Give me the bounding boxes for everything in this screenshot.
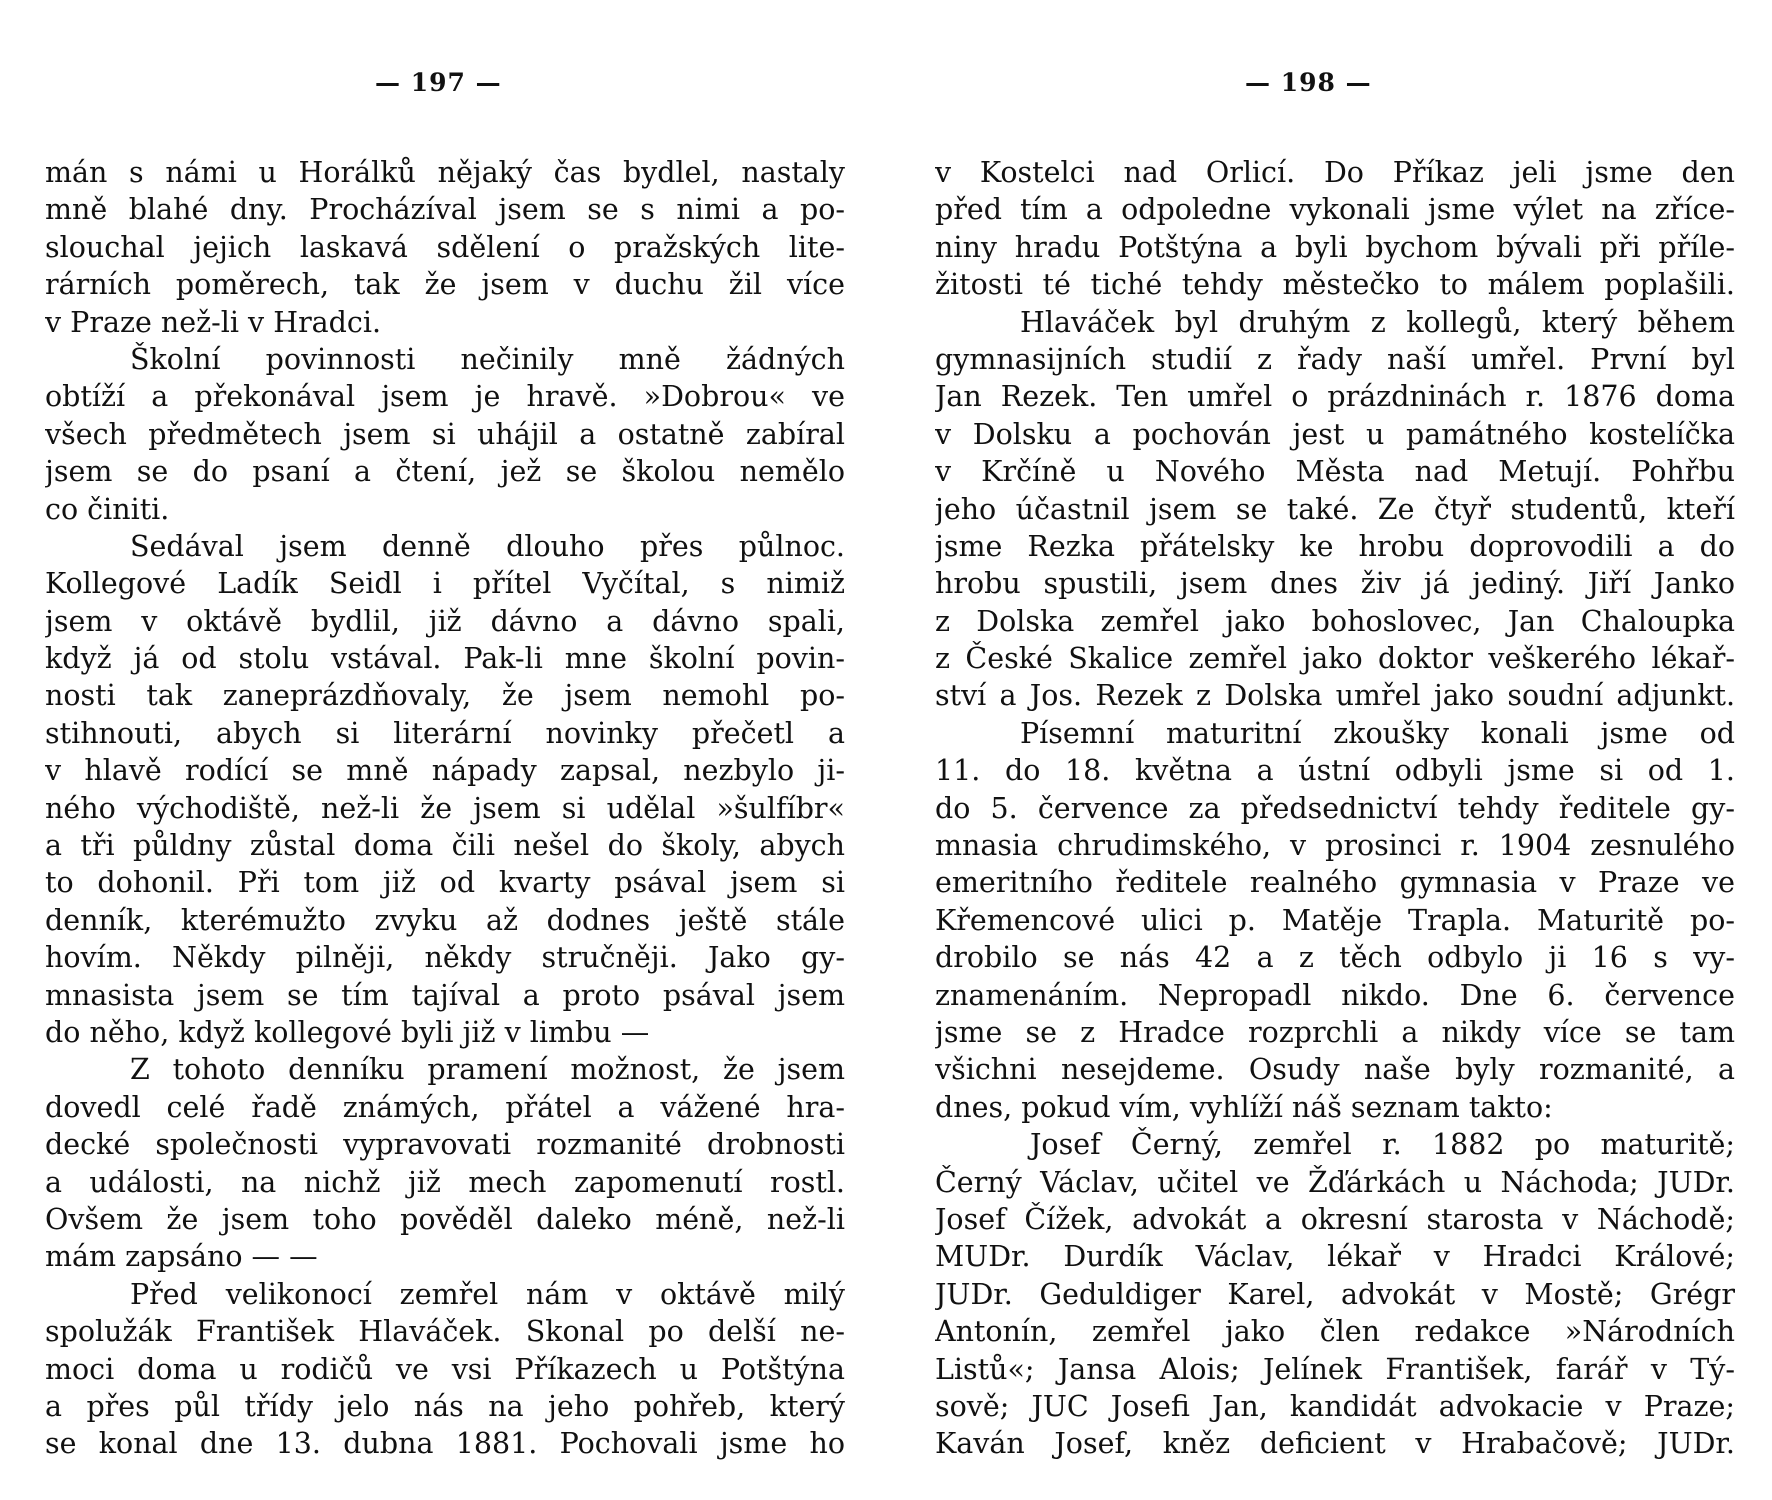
right-page-text (935, 154, 1735, 1463)
text-line: jsme Rezka přátelsky ke hrobu doprovodili a do (935, 529, 1735, 563)
text-line: z Dolska zemřel jako bohoslovec, Jan Chaloupka (935, 604, 1735, 638)
text-line: 11. do 18. května a ústní odbyli jsme si od 1. (935, 754, 1735, 788)
text-line: niny hradu Potštýna a byli bychom bývali při příle- (935, 230, 1735, 264)
text-line: do 5. července za předsednictví tehdy ředitele gy- (935, 791, 1735, 825)
text-line: Josef Čížek, advokát a okresní starosta v Náchodě; (935, 1202, 1735, 1236)
text-line: z České Skalice zemřel jako doktor veškerého lékař- (935, 642, 1735, 676)
text-line: a události, na nichž již mech zapomenutí rostl. (45, 1165, 845, 1199)
text-line: před tím a odpoledne vykonali jsme výlet na zříce- (935, 193, 1735, 227)
text-line: Před velikonocí zemřel nám v oktávě milý (130, 1277, 845, 1311)
text-line: Ovšem že jsem toho pověděl daleko méně, než-li (45, 1202, 845, 1236)
text-line: žitosti té tiché tehdy městečko to málem poplašili. (935, 268, 1735, 302)
text-line: co činiti. (45, 492, 170, 526)
text-line: všech předmětech jsem si uhájil a ostatně zabíral (45, 417, 845, 451)
text-line: dovedl celé řadě známých, přátel a vážené hra- (45, 1090, 845, 1124)
text-line: jsme se z Hradce rozprchli a nikdy více se tam (935, 1015, 1735, 1049)
text-line: Černý Václav, učitel ve Žďárkách u Náchoda; JUDr. (935, 1165, 1735, 1199)
text-line: slouchal jejich laskavá sdělení o pražských lite- (45, 230, 845, 264)
text-line: moci doma u rodičů ve vsi Příkazech u Potštýna (45, 1352, 845, 1386)
text-line: spolužák František Hlaváček. Skonal po delší ne- (45, 1315, 845, 1349)
text-line: decké společnosti vypravovati rozmanité drobnosti (45, 1128, 845, 1162)
text-line: do něho, když kollegové byli již v limbu — (45, 1015, 650, 1049)
text-line: Listů«; Jansa Alois; Jelínek František, farář v Tý- (935, 1352, 1735, 1386)
text-line: ství a Jos. Rezek z Dolska umřel jako soudní adjunkt. (935, 679, 1735, 713)
text-line: Kaván Josef, kněz deficient v Hrabačově; JUDr. (935, 1427, 1735, 1461)
text-line: Antonín, zemřel jako člen redakce »Národních (935, 1315, 1735, 1349)
text-line: v Kostelci nad Orlicí. Do Příkaz jeli jsme den (935, 156, 1735, 189)
text-line: stihnouti, abych si literární novinky přečetl a (45, 716, 845, 750)
text-line: a přes půl třídy jelo nás na jeho pohřeb, který (45, 1389, 845, 1423)
left-page (45, 0, 845, 1500)
text-line: drobilo se nás 42 a z těch odbylo ji 16 s vy- (935, 941, 1735, 975)
text-line: v hlavě rodící se mně nápady zapsal, nezbylo ji- (45, 754, 845, 788)
text-line: jsem v oktávě bydlil, již dávno a dávno spali, (45, 604, 845, 638)
text-line: sově; JUC Josefi Jan, kandidát advokacie v Praze; (935, 1389, 1735, 1423)
page-number: — 197 — (375, 68, 502, 97)
text-line: Kollegové Ladík Seidl i přítel Vyčítal, s nimiž (45, 567, 845, 601)
text-line: JUDr. Geduldiger Karel, advokát v Mostě; Grégr (935, 1277, 1735, 1311)
text-line: Josef Černý, zemřel r. 1882 po maturitě; (1030, 1128, 1735, 1162)
text-line: Hlaváček byl druhým z kollegů, který během (1020, 305, 1735, 339)
text-line: Sedával jsem denně dlouho přes půlnoc. (130, 529, 845, 563)
text-line: to dohonil. Při tom již od kvarty psával jsem si (45, 866, 845, 900)
page-number: — 198 — (1245, 68, 1372, 97)
text-line: Z tohoto denníku pramení možnost, že jsem (130, 1053, 845, 1087)
text-line: ného východiště, než-li že jsem si udělal »šulfíbr« (45, 791, 845, 825)
text-line: jeho účastnil jsem se také. Ze čtyř studentů, kteří (935, 492, 1735, 526)
text-line: obtíží a překonával jsem je hravě. »Dobrou« ve (45, 380, 845, 414)
text-line: Školní povinnosti nečinily mně žádných (130, 342, 845, 376)
text-line: a tři půldny zůstal doma čili nešel do školy, abych (45, 829, 845, 863)
text-line: hrobu spustili, jsem dnes živ já jediný. Jiří Janko (935, 567, 1735, 601)
text-line: rárních poměrech, tak že jsem v duchu žil více (45, 268, 845, 302)
text-line: všichni nesejdeme. Osudy naše byly rozmanité, a (935, 1053, 1735, 1087)
text-line: v Krčíně u Nového Města nad Metují. Pohřbu (935, 455, 1735, 489)
text-line: MUDr. Durdík Václav, lékař v Hradci Králové; (935, 1240, 1735, 1274)
text-line: jsem se do psaní a čtení, jež se školou nemělo (45, 455, 845, 489)
text-line: gymnasijních studií z řady naší umřel. První byl (935, 342, 1735, 376)
text-line: se konal dne 13. dubna 1881. Pochovali jsme ho (45, 1427, 845, 1461)
text-line: nosti tak zaneprázdňovaly, že jsem nemohl po- (45, 679, 845, 713)
text-line: dnes, pokud vím, vyhlíží náš seznam takto: (935, 1090, 1553, 1124)
text-line: mnasia chrudimského, v prosinci r. 1904 zesnulého (935, 829, 1735, 863)
text-line: mně blahé dny. Procházíval jsem se s nimi a po- (45, 193, 845, 227)
text-line: v Praze než-li v Hradci. (45, 305, 382, 339)
text-line: mám zapsáno — — (45, 1240, 318, 1274)
text-line: denník, kterémužto zvyku až dodnes ještě stále (45, 903, 845, 937)
text-line: Křemencové ulici p. Matěje Trapla. Maturitě po- (935, 903, 1735, 937)
text-line: Jan Rezek. Ten umřel o prázdninách r. 1876 doma (935, 380, 1735, 414)
left-page-text (45, 154, 845, 1463)
text-line: emeritního ředitele realného gymnasia v Praze ve (935, 866, 1735, 900)
text-line: Písemní maturitní zkoušky konali jsme od (1020, 716, 1735, 750)
text-line: hovím. Někdy pilněji, někdy stručněji. Jako gy- (45, 941, 845, 975)
text-line: mán s námi u Horálků nějaký čas bydlel, nastaly (45, 156, 845, 189)
text-line: v Dolsku a pochován jest u památného kostelíčka (935, 417, 1735, 451)
text-line: mnasista jsem se tím tajíval a proto psával jsem (45, 978, 845, 1012)
text-line: znamenáním. Nepropadl nikdo. Dne 6. července (935, 978, 1735, 1012)
right-page (935, 0, 1735, 1500)
text-line: když já od stolu vstával. Pak-li mne školní povin- (45, 642, 845, 676)
